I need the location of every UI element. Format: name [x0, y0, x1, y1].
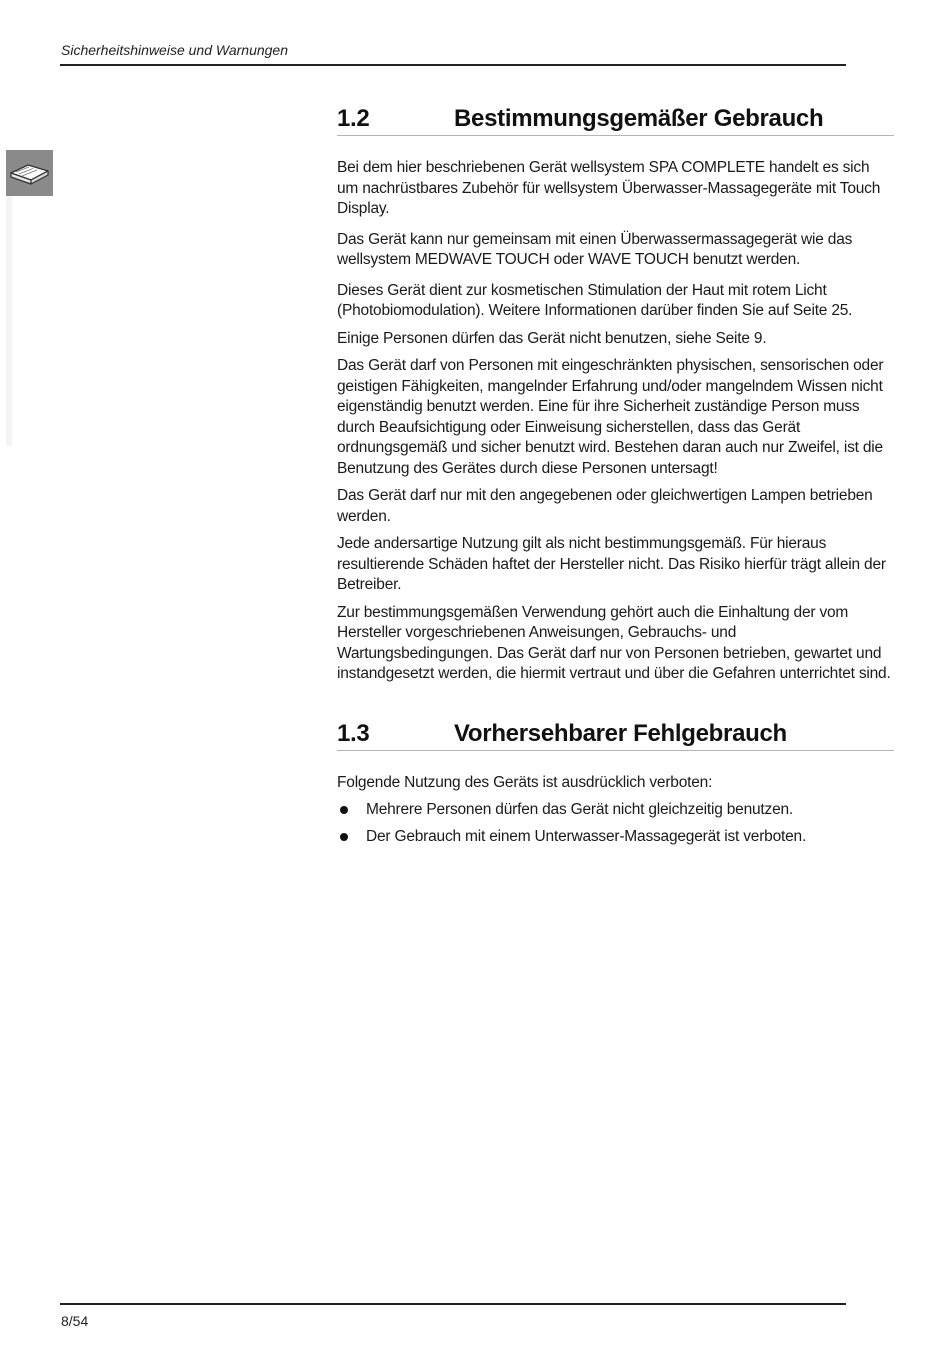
paragraph: Bei dem hier beschriebenen Gerät wellsystem SPA COMPLETE handelt es sich um nachrüstbares Zubehör für wellsystem Überwasser-Massagegeräte mit Touch Display. [337, 159, 881, 217]
footer-divider [60, 1303, 846, 1305]
paragraph: Folgende Nutzung des Geräts ist ausdrücklich verboten: [337, 773, 713, 791]
section-heading [337, 719, 894, 751]
side-margin-strip [6, 196, 12, 446]
list-item [337, 827, 894, 848]
bullet-icon [340, 806, 348, 814]
section-title: Bestimmungsgemäßer Gebrauch [454, 105, 824, 132]
section-title: Vorhersehbarer Fehlgebrauch [454, 719, 787, 747]
header-divider [60, 64, 846, 66]
paragraph: Das Gerät darf nur mit den angegebenen oder gleichwertigen Lampen betrieben werden. [337, 487, 873, 525]
page-number: 8/54 [61, 1313, 89, 1329]
section-intended-use [337, 104, 894, 685]
list-item-text: Mehrere Personen dürfen das Gerät nicht gleichzeitig benutzen. [366, 801, 794, 818]
bullet-icon [340, 833, 348, 841]
chapter-side-tab [6, 150, 53, 196]
paragraph: Einige Personen dürfen das Gerät nicht benutzen, siehe Seite 9. [337, 329, 767, 347]
open-book-icon [6, 150, 53, 196]
paragraph: Dieses Gerät dient zur kosmetischen Stimulation der Haut mit rotem Licht (Photobiomodulation). Weitere Informationen darüber finden Sie auf Seite 25. [337, 281, 853, 319]
list-item-text: Der Gebrauch mit einem Unterwasser-Massagegerät ist verboten. [366, 827, 807, 845]
section-number: 1.2 [337, 105, 370, 132]
paragraph: Das Gerät kann nur gemeinsam mit einen Überwassermassagegerät wie das wellsystem MEDWAVE TOUCH oder WAVE TOUCH benutzt werden. [337, 230, 853, 268]
main-content [337, 104, 894, 853]
list-item [337, 800, 894, 821]
section-number: 1.3 [337, 719, 370, 747]
paragraph: Das Gerät darf von Personen mit eingeschränkten physischen, sensorischen oder geistigen Fähigkeiten, mangelnder Erfahrung und/oder mangelndem Wissen nicht eigenständig benutzt werden. Eine für ihre Sicherheit zuständige Person muss durch Beaufsichtigung oder Einweisung sicherstellen, dass das Gerät ordnungsgemäß und sicher benutzt wird. Bestehen daran auch nur Zweifel, ist die Benutzung des Gerätes durch diese Personen untersagt! [337, 357, 884, 477]
paragraph: Zur bestimmungsgemäßen Verwendung gehört auch die Einhaltung der vom Hersteller vorgeschriebenen Anweisungen, Gebrauchs- und Wartungsbedingungen. Das Gerät darf nur von Personen betrieben, gewartet und instandgesetzt werden, die hiermit vertraut und über die Gefahren unterrichtet sind. [337, 603, 891, 682]
section-foreseeable-misuse [337, 719, 894, 848]
running-header-title: Sicherheitshinweise und Warnungen [61, 42, 288, 58]
bullet-list [337, 800, 894, 847]
paragraph: Jede andersartige Nutzung gilt als nicht bestimmungsgemäß. Für hieraus resultierende Schäden haftet der Hersteller nicht. Das Risiko hierfür trägt allein der Betreiber. [337, 535, 886, 593]
section-heading [337, 104, 894, 136]
